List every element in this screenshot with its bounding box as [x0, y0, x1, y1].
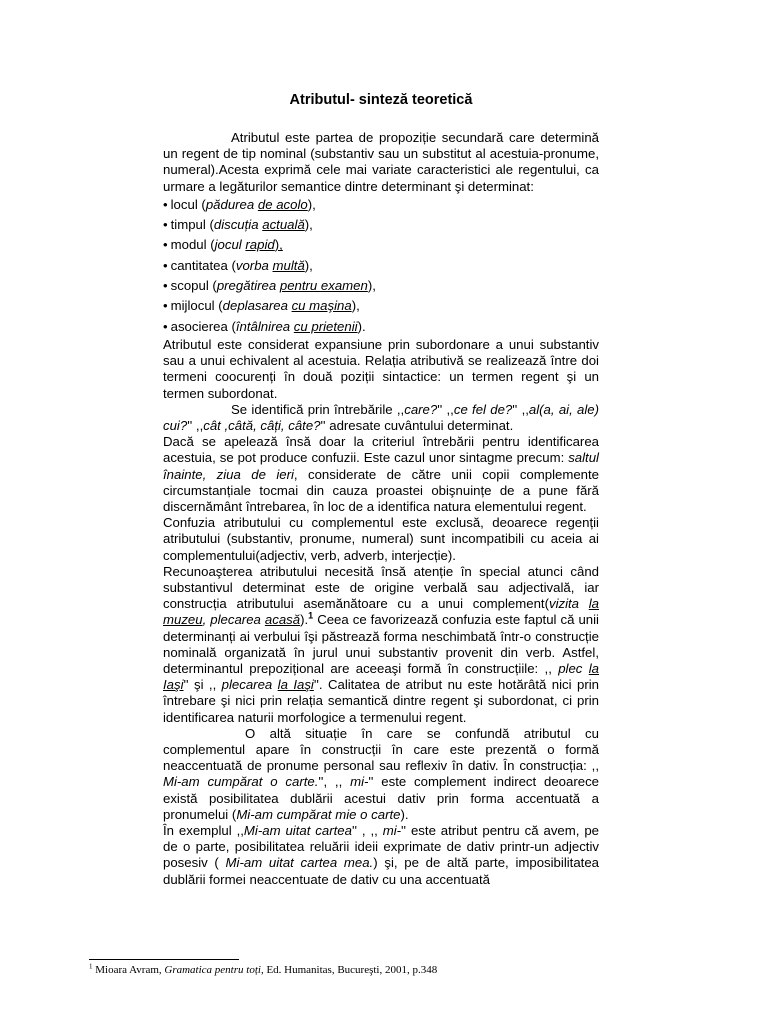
list-item: • cantitatea (vorba multă),	[163, 257, 313, 273]
footnote-separator	[89, 959, 239, 960]
list-item: • timpul (discuția actuală),	[163, 217, 313, 233]
example-paragraph: În exemplul ,,Mi-am uitat cartea'' , ,, mi-'' este atribut pentru că avem, pe de o parte, posibilitatea reluării ideii exprimate de dativ printr-un adjectiv posesiv ( Mi-am uitat cartea mea.) şi, pe de altă parte, imposibilitatea dublării formei neaccentuate de dativ cu una accentuată	[163, 822, 600, 887]
bullet-icon: •	[163, 318, 168, 334]
page-title: Atributul- sinteză teoretică	[289, 92, 473, 108]
list-item: • locul (pădurea de acolo),	[163, 196, 316, 212]
bullet-icon: •	[163, 217, 168, 233]
intro-paragraph: Atributul este partea de propoziție secundară care determină un regent de tip nominal (substantiv sau un substitut al acestuia-pronume, numeral).Acesta exprimă cele mai variate caracteristici ale regentului, ca urmare a legăturilor semantice dintre determinant şi determinat:	[163, 130, 599, 194]
list-item: • modul (jocul rapid),	[163, 237, 283, 253]
semantic-relations-list	[163, 195, 599, 337]
footnote-reference[interactable]: 1	[308, 610, 314, 621]
bullet-icon: •	[163, 278, 168, 293]
list-item: • scopul (pregătirea pentru examen),	[163, 278, 376, 293]
confusion-paragraph: Dacă se apelează însă doar la criteriul întrebării pentru identificarea acestuia, se pot produce confuzii. Este cazul unor sintagme precum: saltul înainte, ziua de ieri, considerate de către unii copii complemente circumstanțiale tocmai din cauza proastei obişnuințe de a pune fără discernământ întrebarea, în loc de a identifica natura elementului regent.	[163, 434, 599, 514]
questions-paragraph: Se identifică prin întrebările ,,care?'' ,,ce fel de?'' ,,al(a, ai, ale) cui?'' ,,cât ,câtă, câți, câte?'' adresate cuvântului determinat.	[163, 401, 600, 433]
exclusion-paragraph: Confuzia atributului cu complementul este exclusă, deoarece regenții atributului (substantiv, pronume, numeral) sunt incompatibili cu aceia ai complementului(adjectiv, verb, adverb, interjecție).	[163, 515, 599, 563]
list-item: • mijlocul (deplasarea cu maşina),	[163, 298, 360, 314]
footnote: $^1$ Mioara Avram, Gramatica pentru toți, Ed. Humanitas, Bucureşti, 2001, p.348	[89, 962, 438, 976]
document-body	[163, 130, 599, 888]
bullet-icon: •	[163, 298, 168, 314]
expansion-paragraph: Atributul este considerat expansiune prin subordonare a unui substantiv sau a unui echivalent al acestuia. Relația atributivă se realizează între doi termeni coocurenți în două poziții sintactice: un termen regent şi un termen subordonat.	[163, 336, 599, 401]
bullet-icon: •	[163, 196, 168, 212]
dative-paragraph: O altă situație în care se confundă atributul cu complementul apare în construcții în care este prezentă o formă neaccentuată de pronume personal sau reflexiv în dativ. În construcția: ,, Mi-am cumpărat o carte.'', ,, mi-'' este complement indirect deoarece există posibilitatea dublării acestui dativ prin forma accentuată a pronumelui (Mi-am cumpărat mie o carte).	[163, 725, 600, 822]
bullet-icon: •	[163, 257, 168, 273]
recognition-paragraph: Recunoaşterea atributului necesită însă atenție în special atunci când substantivul determinat este de origine verbală sau adjectivală, iar construcția atributului asemănătoare cu a unui complement(vizita la muzeu, plecarea acasă).$^1$ Ceea ce favorizează confuzia este faptul că unii determinanți ai verbului îşi păstrează forma neschimbată într-o construcție nominală organizată în jurul unui substantiv provenit din verb. Astfel, determinantul prepozițional are aceeaşi formă în construcțiile: ,, plec la Iaşi'' şi ,, plecarea la Iaşi''. Calitatea de atribut nu este hotărâtă nici prin întrebare şi nici prin relația semantică dintre regent şi subordonat, ci prin identificarea naturii morfologice a termenului regent.	[163, 563, 599, 725]
list-item: • asocierea (întâlnirea cu prietenii).	[163, 318, 366, 334]
bullet-icon: •	[163, 237, 168, 253]
